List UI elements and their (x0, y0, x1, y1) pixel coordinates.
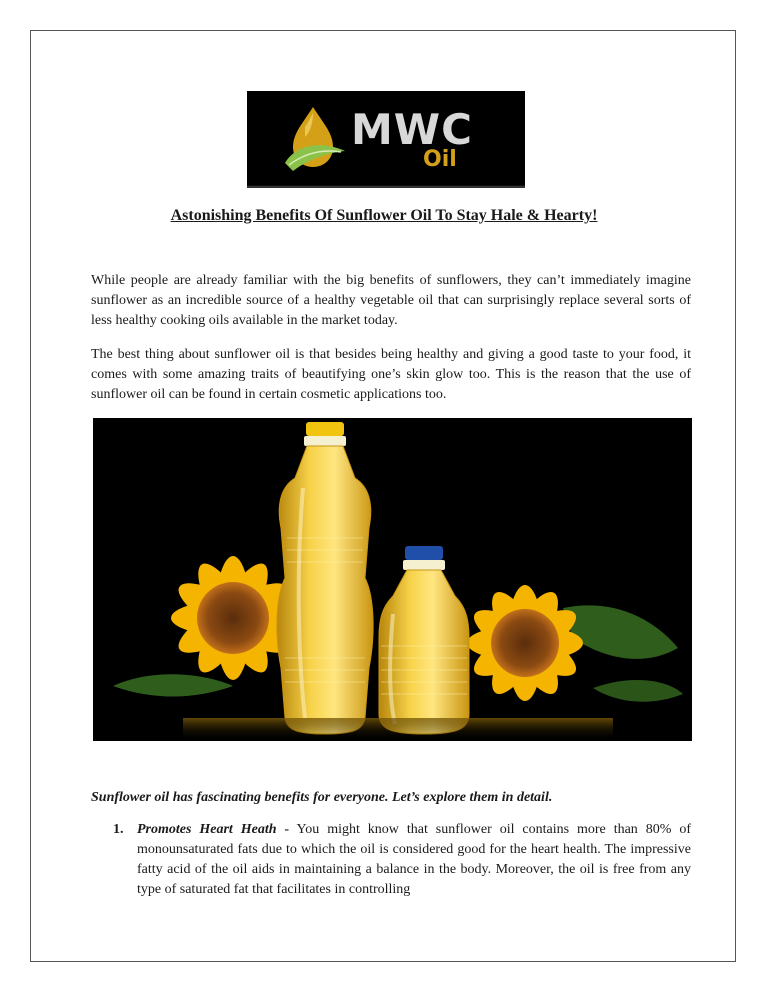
sunflower-oil-photo (93, 418, 692, 741)
logo-sub-text: Oil (423, 147, 457, 172)
logo-brand-text: MWC (351, 105, 473, 154)
list-item (113, 820, 691, 900)
list-item-body (137, 820, 691, 900)
oil-drop-leaf-icon (283, 103, 347, 175)
document-page (30, 30, 736, 962)
logo-underline (247, 186, 525, 188)
list-item-text: You might know that sunflower oil contains more than 80% of monounsaturated fats due to which the oil is considered good for the heart health. The impressive fatty acid of the oil aids in maintaining a balance in the body. Moreover, the oil is free from any type of saturated fat that facilitates in controlling (137, 822, 692, 897)
article-title: Astonishing Benefits Of Sunflower Oil To Stay Hale & Hearty! (170, 207, 598, 224)
list-item-heading: Promotes Heart Heath - (137, 822, 290, 837)
mwc-oil-logo (247, 91, 525, 188)
list-number: 1. (113, 822, 124, 837)
sunflower-oil-illustration (93, 418, 692, 741)
paragraph-1: While people are already familiar with the big benefits of sunflowers, they can’t immediately imagine sunflower as an incredible source of a healthy vegetable oil that can surprisingly replace several sorts of less healthy cooking oils available in the market today. (91, 273, 691, 328)
benefits-intro: Sunflower oil has fascinating benefits for everyone. Let’s explore them in detail. (91, 790, 553, 805)
paragraph-2: The best thing about sunflower oil is that besides being healthy and giving a good taste to your food, it comes with some amazing traits of beautifying one’s skin glow too. This is the reason that the use of sunflower oil can be found in certain cosmetic applications too. (91, 347, 691, 402)
